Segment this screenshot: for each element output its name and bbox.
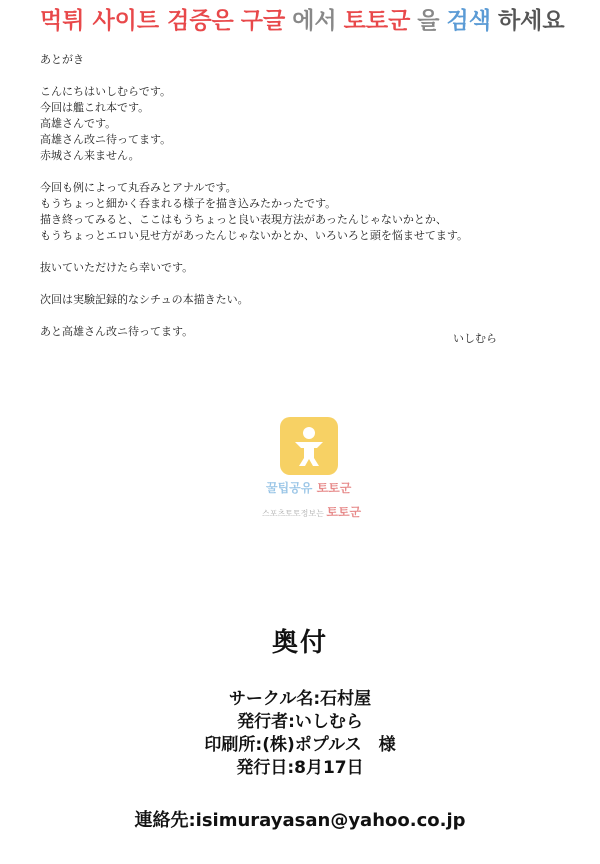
- banner-text-1: 먹튀 사이트 검증은: [40, 7, 234, 34]
- afterword-line: 描き終ってみると、ここはもうちょっと良い表現方法があったんじゃないかとか、: [40, 213, 447, 226]
- publisher: 発行者:いしむら: [237, 712, 363, 732]
- afterword-line: もうちょっと細かく呑まれる様子を描き込みたかったです。: [40, 197, 337, 210]
- printer: 印刷所:(株)ポプルス 様: [204, 735, 396, 755]
- watermark-text-2a: 스포츠토토정보는: [262, 509, 324, 518]
- watermark-text-1b: 토토군: [316, 481, 352, 495]
- afterword-line: 赤城さん来ません。: [40, 149, 140, 162]
- afterword-line: 高雄さん改ニ待ってます。: [40, 133, 172, 146]
- watermark-text-2: [262, 503, 392, 520]
- afterword-line: 今回は艦これ本です。: [40, 101, 150, 114]
- afterword-line: こんにちはいしむらです。: [40, 85, 172, 98]
- banner-text-3: 에서: [292, 7, 337, 34]
- colophon-title: 奥付: [271, 628, 328, 658]
- banner-text-5: 을: [417, 7, 440, 34]
- watermark-text-1: [266, 479, 386, 496]
- afterword-line: 抜いていただけたら幸いです。: [40, 261, 194, 274]
- afterword-line: あと高雄さん改ニ待ってます。: [40, 325, 194, 338]
- afterword-line: 今回も例によって丸呑みとアナルです。: [40, 181, 237, 194]
- colophon-details: [0, 688, 600, 780]
- person-icon: [280, 417, 338, 475]
- afterword-section: [40, 52, 560, 340]
- banner-text-7: 하세요: [497, 7, 565, 34]
- banner-text-2: 구글: [240, 7, 286, 34]
- afterword-heading: あとがき: [40, 53, 84, 66]
- watermark-text-1a: 꿀팁공유: [266, 481, 313, 495]
- issue-date: 発行日:8月17日: [236, 758, 364, 778]
- watermark-text-2b: 토토군: [326, 505, 362, 519]
- watermark-logo: [262, 415, 382, 525]
- circle-name: サークル名:石村屋: [228, 689, 372, 709]
- afterword-line: 高雄さんです。: [40, 117, 117, 130]
- banner-text-4: 토토군: [343, 7, 411, 34]
- ad-banner[interactable]: [0, 0, 600, 36]
- afterword-line: 次回は実験記録的なシチュの本描きたい。: [40, 293, 249, 306]
- contact-email: 連絡先:isimurayasan@yahoo.co.jp: [134, 810, 466, 831]
- afterword-line: もうちょっとエロい見せ方があったんじゃないかとか、いろいろと頭を悩ませてます。: [40, 229, 469, 242]
- banner-text-6: 검색: [446, 7, 491, 34]
- author-signature: いしむら: [453, 332, 497, 345]
